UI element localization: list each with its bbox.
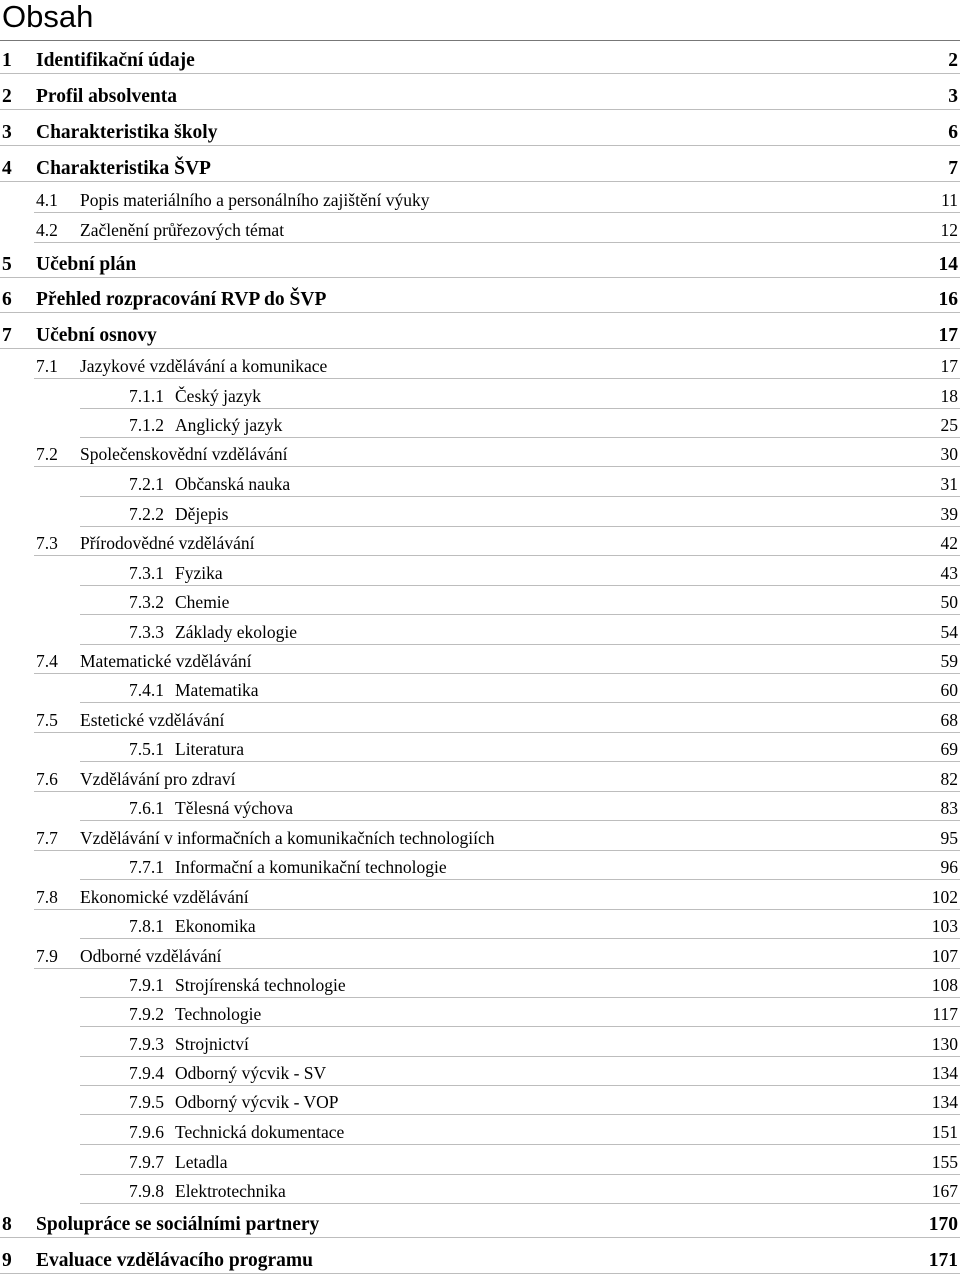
toc-entry-label: Vzdělávání v informačních a komunikačních technologiích — [80, 827, 495, 848]
toc-entry[interactable] — [80, 1081, 960, 1115]
toc-entry[interactable] — [34, 522, 960, 556]
toc-entry-number: 7.1.1 — [129, 385, 164, 406]
toc-entry[interactable] — [80, 905, 960, 939]
toc-entry-number: 7.9.7 — [129, 1151, 164, 1172]
toc-entry-page: 2 — [948, 49, 958, 71]
toc-entry-divider — [0, 1237, 960, 1238]
toc-entry-number: 7.3.2 — [129, 591, 164, 612]
toc-entry-number: 4 — [2, 157, 12, 179]
toc-entry[interactable] — [0, 1204, 960, 1238]
toc-entry-page: 69 — [940, 738, 958, 759]
toc-entry[interactable] — [0, 244, 960, 278]
toc-entry-label: Chemie — [175, 591, 230, 612]
toc-entry-label: Strojnictví — [175, 1033, 249, 1054]
toc-entry-page: 31 — [940, 473, 958, 494]
toc-entry-number: 1 — [2, 49, 12, 71]
toc-entry-number: 7 — [2, 324, 12, 346]
toc-entry-page: 17 — [940, 355, 958, 376]
toc-entry-page: 170 — [928, 1213, 958, 1235]
toc-entry-number: 7.3.3 — [129, 621, 164, 642]
toc-entry-page: 155 — [931, 1151, 958, 1172]
toc-entry[interactable] — [80, 1170, 960, 1204]
toc-entry-page: 151 — [931, 1121, 958, 1142]
toc-entry-label: Společenskovědní vzdělávání — [80, 443, 288, 464]
toc-entry-number: 7.7 — [36, 827, 58, 848]
toc-entry-divider — [0, 277, 960, 278]
toc-entry-page: 14 — [938, 253, 958, 275]
toc-entry-label: Profil absolventa — [36, 85, 178, 107]
toc-entry-number: 4.1 — [36, 189, 58, 210]
toc-entry-label: Základy ekologie — [175, 621, 297, 642]
toc-entry[interactable] — [80, 581, 960, 615]
toc-entry-label: Jazykové vzdělávání a komunikace — [80, 355, 328, 376]
toc-entry-page: 54 — [940, 621, 958, 642]
toc-entry-label: Informační a komunikační technologie — [175, 856, 447, 877]
toc-entry-label: Identifikační údaje — [36, 49, 195, 71]
toc-entry-page: 68 — [940, 709, 958, 730]
toc-entry-label: Literatura — [175, 738, 244, 759]
toc-entry-page: 3 — [948, 85, 958, 107]
toc-entry-divider — [34, 242, 960, 243]
toc-entry-number: 7.7.1 — [129, 856, 164, 877]
toc-entry[interactable] — [0, 112, 960, 146]
toc-entry-label: Strojírenská technologie — [175, 974, 346, 995]
toc-entry[interactable] — [80, 669, 960, 703]
toc-entry-page: 95 — [940, 827, 958, 848]
toc-entry-number: 7.3.1 — [129, 562, 164, 583]
toc-entry-page: 6 — [948, 121, 958, 143]
toc-entry-page: 7 — [948, 157, 958, 179]
toc-entry-label: Evaluace vzdělávacího programu — [36, 1249, 313, 1271]
toc-entry-number: 7.2 — [36, 443, 58, 464]
toc-entry-label: Ekonomické vzdělávání — [80, 886, 249, 907]
toc-entry-page: 59 — [940, 650, 958, 671]
toc-entry-number: 7.2.1 — [129, 473, 164, 494]
toc-entry[interactable] — [0, 76, 960, 110]
toc-entry[interactable] — [0, 279, 960, 313]
toc-entry[interactable] — [0, 315, 960, 349]
toc-entry[interactable] — [0, 40, 960, 74]
toc-entry[interactable] — [34, 209, 960, 243]
toc-entry-page: 167 — [931, 1180, 958, 1201]
toc-entry-label: Ekonomika — [175, 915, 256, 936]
toc-entry-number: 7.8 — [36, 886, 58, 907]
toc-entry-page: 30 — [940, 443, 958, 464]
toc-entry-page: 39 — [940, 503, 958, 524]
toc-entry-number: 7.5.1 — [129, 738, 164, 759]
toc-entry-label: Začlenění průřezových témat — [80, 219, 285, 240]
toc-entry-label: Odborný výcvik - SV — [175, 1062, 327, 1083]
toc-entry-page: 134 — [931, 1062, 958, 1083]
toc-entry-divider — [0, 1273, 960, 1274]
toc-entry-page: 82 — [940, 768, 958, 789]
toc-entry-label: Elektrotechnika — [175, 1180, 286, 1201]
toc-entry-label: Učební plán — [36, 253, 137, 275]
toc-entry-number: 7.9.4 — [129, 1062, 164, 1083]
toc-entry-page: 117 — [932, 1003, 958, 1024]
toc-entry[interactable] — [0, 148, 960, 182]
toc-entry-page: 134 — [931, 1091, 958, 1112]
toc-entry[interactable] — [34, 433, 960, 467]
toc-entry[interactable] — [80, 1111, 960, 1145]
toc-entry-number: 7.9 — [36, 945, 58, 966]
toc-entry[interactable] — [80, 787, 960, 821]
toc-entry-number: 7.9.2 — [129, 1003, 164, 1024]
toc-entry-number: 7.9.1 — [129, 974, 164, 995]
toc-entry-number: 7.9.3 — [129, 1033, 164, 1054]
toc-entry-label: Matematika — [175, 679, 259, 700]
toc-entry-label: Popis materiálního a personálního zajištění výuky — [80, 189, 430, 210]
toc-entry-number: 7.1.2 — [129, 414, 164, 435]
toc-entry-page: 11 — [941, 189, 958, 210]
toc-entry-number: 4.2 — [36, 219, 58, 240]
toc-entry-page: 25 — [940, 414, 958, 435]
toc-entry[interactable] — [80, 463, 960, 497]
toc-entry-page: 50 — [940, 591, 958, 612]
toc-entry-number: 7.4 — [36, 650, 58, 671]
toc-entry-page: 107 — [931, 945, 958, 966]
toc-entry-page: 83 — [940, 797, 958, 818]
toc-entry-label: Občanská nauka — [175, 473, 291, 494]
toc-entry-number: 7.9.5 — [129, 1091, 164, 1112]
toc-entry-label: Letadla — [175, 1151, 228, 1172]
toc-entry-page: 103 — [931, 915, 958, 936]
toc-entry-number: 8 — [2, 1213, 12, 1235]
toc-entry-label: Matematické vzdělávání — [80, 650, 252, 671]
toc-entry-number: 7.6 — [36, 768, 58, 789]
toc-entry-number: 5 — [2, 253, 12, 275]
toc-entry-label: Dějepis — [175, 503, 229, 524]
toc-entry-number: 7.4.1 — [129, 679, 164, 700]
toc-entry-label: Odborné vzdělávání — [80, 945, 222, 966]
toc-entry-number: 7.8.1 — [129, 915, 164, 936]
toc-entry-number: 7.9.6 — [129, 1121, 164, 1142]
toc-entry[interactable] — [34, 345, 960, 379]
toc-entry-number: 7.9.8 — [129, 1180, 164, 1201]
toc-entry-number: 3 — [2, 121, 12, 143]
toc-entry-page: 60 — [940, 679, 958, 700]
toc-entry-label: Přehled rozpracování RVP do ŠVP — [36, 288, 327, 310]
toc-entry-label: Charakteristika ŠVP — [36, 157, 211, 179]
toc-entry-page: 171 — [928, 1249, 958, 1271]
toc-entry[interactable] — [80, 728, 960, 762]
toc-entry-label: Technická dokumentace — [175, 1121, 345, 1142]
toc-entry-number: 9 — [2, 1249, 12, 1271]
toc-entry-page: 43 — [940, 562, 958, 583]
toc-entry-label: Anglický jazyk — [175, 414, 283, 435]
toc-entry-label: Učební osnovy — [36, 324, 157, 346]
toc-entry-page: 130 — [931, 1033, 958, 1054]
toc-entry-divider — [0, 109, 960, 110]
toc-entry-number: 7.3 — [36, 532, 58, 553]
toc-entry-label: Vzdělávání pro zdraví — [80, 768, 236, 789]
toc-entry-page: 12 — [940, 219, 958, 240]
toc-entry-divider — [0, 73, 960, 74]
toc-entry-label: Přírodovědné vzdělávání — [80, 532, 255, 553]
toc-entry-number: 7.1 — [36, 355, 58, 376]
toc-entry-page: 17 — [938, 324, 958, 346]
toc-entry-divider — [0, 312, 960, 313]
toc-entry-label: Český jazyk — [175, 385, 262, 406]
toc-entry-page: 108 — [931, 974, 958, 995]
toc-entry[interactable] — [80, 993, 960, 1027]
toc-entry[interactable] — [0, 1240, 960, 1274]
toc-entry-page: 102 — [931, 886, 958, 907]
toc-entry-number: 7.5 — [36, 709, 58, 730]
toc-entry-label: Fyzika — [175, 562, 223, 583]
toc-entry-number: 6 — [2, 288, 12, 310]
toc-entry-label: Odborný výcvik - VOP — [175, 1091, 339, 1112]
toc-entry-page: 18 — [940, 385, 958, 406]
toc-entry-label: Charakteristika školy — [36, 121, 218, 143]
toc-entry-page: 42 — [940, 532, 958, 553]
toc-entry[interactable] — [80, 846, 960, 880]
toc-entry-label: Spolupráce se sociálními partnery — [36, 1213, 320, 1235]
toc-entry-label: Estetické vzdělávání — [80, 709, 225, 730]
toc-entry-label: Technologie — [175, 1003, 262, 1024]
toc-entry-number: 7.2.2 — [129, 503, 164, 524]
toc-entry-label: Tělesná výchova — [175, 797, 294, 818]
toc-entry[interactable] — [34, 179, 960, 213]
toc-entry-page: 16 — [938, 288, 958, 310]
toc-entry-divider — [0, 145, 960, 146]
toc-entry-page: 96 — [940, 856, 958, 877]
toc-entry-number: 2 — [2, 85, 12, 107]
toc-entry-number: 7.6.1 — [129, 797, 164, 818]
page-title: Obsah — [2, 0, 94, 34]
